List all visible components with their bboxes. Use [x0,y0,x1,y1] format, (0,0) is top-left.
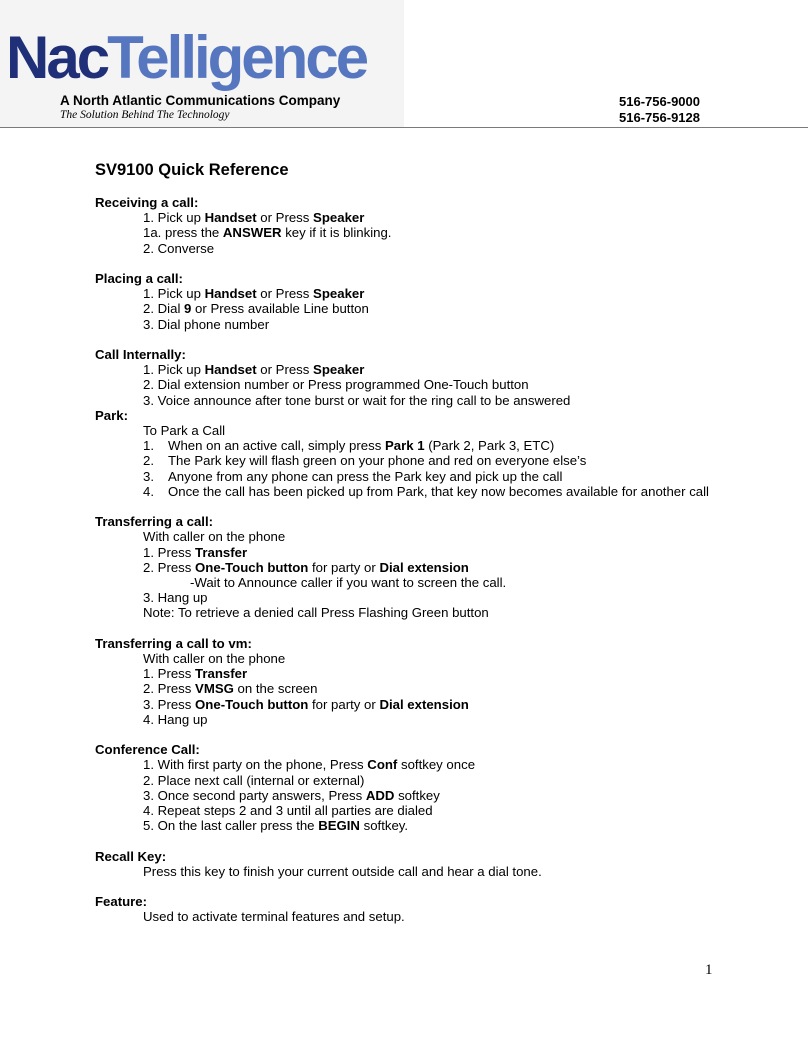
conference-step-2: 2. Place next call (internal or external) [143,772,365,788]
company-logo [0,0,404,127]
section-heading-park: Park: [95,407,128,423]
phone-number-1: 516-756-9000 [619,94,700,109]
park-step-3: 3. Anyone from any phone can press the Park key and pick up the call [143,468,563,484]
company-motto: The Solution Behind The Technology [60,109,230,121]
logo-wordmark-part1: Nac [6,24,108,91]
internal-step-2: 2. Dial extension number or Press programmed One-Touch button [143,377,529,393]
section-heading-transfer-vm: Transferring a call to vm: [95,635,252,651]
section-heading-placing: Placing a call: [95,271,183,286]
transfer-vm-step-2: 2. Press VMSG on the screen [143,681,318,697]
transfer-vm-step-1: 1. Press Transfer [143,666,248,682]
receiving-step-1a: 1a. press the ANSWER key if it is blinking. [143,225,392,241]
feature-description: Used to activate terminal features and setup. [143,909,405,925]
conference-step-3: 3. Once second party answers, Press ADD softkey [143,787,440,803]
placing-step-2: 2. Dial 9 or Press available Line button [143,301,369,317]
park-step-2: 2. The Park key will flash green on your phone and red on everyone else’s [143,453,587,469]
placing-step-3: 3. Dial phone number [143,316,270,332]
transfer-step-2-note: -Wait to Announce caller if you want to screen the call. [190,575,507,591]
company-tagline: A North Atlantic Communications Company [60,93,341,108]
conference-step-1: 1. With first party on the phone, Press Conf softkey once [143,757,476,773]
logo-wordmark [6,26,366,90]
park-intro: To Park a Call [143,423,226,439]
document-body [95,195,800,925]
document-title: SV9100 Quick Reference [95,161,289,179]
transfer-vm-step-3: 3. Press One-Touch button for party or Dial extension [143,696,469,712]
transfer-step-2: 2. Press One-Touch button for party or Dial extension [143,559,469,575]
transfer-vm-step-4: 4. Hang up [143,711,208,727]
placing-step-1: 1. Pick up Handset or Press Speaker [143,286,365,302]
transfer-note: Note: To retrieve a denied call Press Flashing Green button [143,605,489,621]
section-heading-feature: Feature: [95,894,148,910]
section-heading-conference: Conference Call: [95,742,200,758]
phone-number-2: 516-756-9128 [619,109,700,125]
transfer-step-1: 1. Press Transfer [143,544,248,560]
transfer-vm-intro: With caller on the phone [143,651,286,667]
section-heading-recall: Recall Key: [95,848,167,864]
phone-numbers [619,94,700,125]
park-step-4: 4. Once the call has been picked up from Park, that key now becomes available for another call [143,483,709,499]
park-step-1: 1. When on an active call, simply press Park 1 (Park 2, Park 3, ETC) [143,438,555,454]
section-heading-transfer: Transferring a call: [95,514,213,530]
recall-description: Press this key to finish your current outside call and hear a dial tone. [143,863,542,879]
transfer-intro: With caller on the phone [143,529,286,545]
logo-wordmark-part2: Telligence [107,24,367,91]
transfer-step-3: 3. Hang up [143,590,208,606]
conference-step-5: 5. On the last caller press the BEGIN softkey. [143,818,409,834]
internal-step-1: 1. Pick up Handset or Press Speaker [143,362,365,378]
receiving-step-2: 2. Converse [143,240,215,256]
page-number: 1 [705,962,713,978]
section-heading-internal: Call Internally: [95,347,186,362]
section-heading-receiving: Receiving a call: [95,195,199,210]
header-divider [0,127,808,128]
receiving-step-1: 1. Pick up Handset or Press Speaker [143,210,365,226]
internal-step-3: 3. Voice announce after tone burst or wait for the ring call to be answered [143,392,571,408]
conference-step-4: 4. Repeat steps 2 and 3 until all parties are dialed [143,803,433,819]
